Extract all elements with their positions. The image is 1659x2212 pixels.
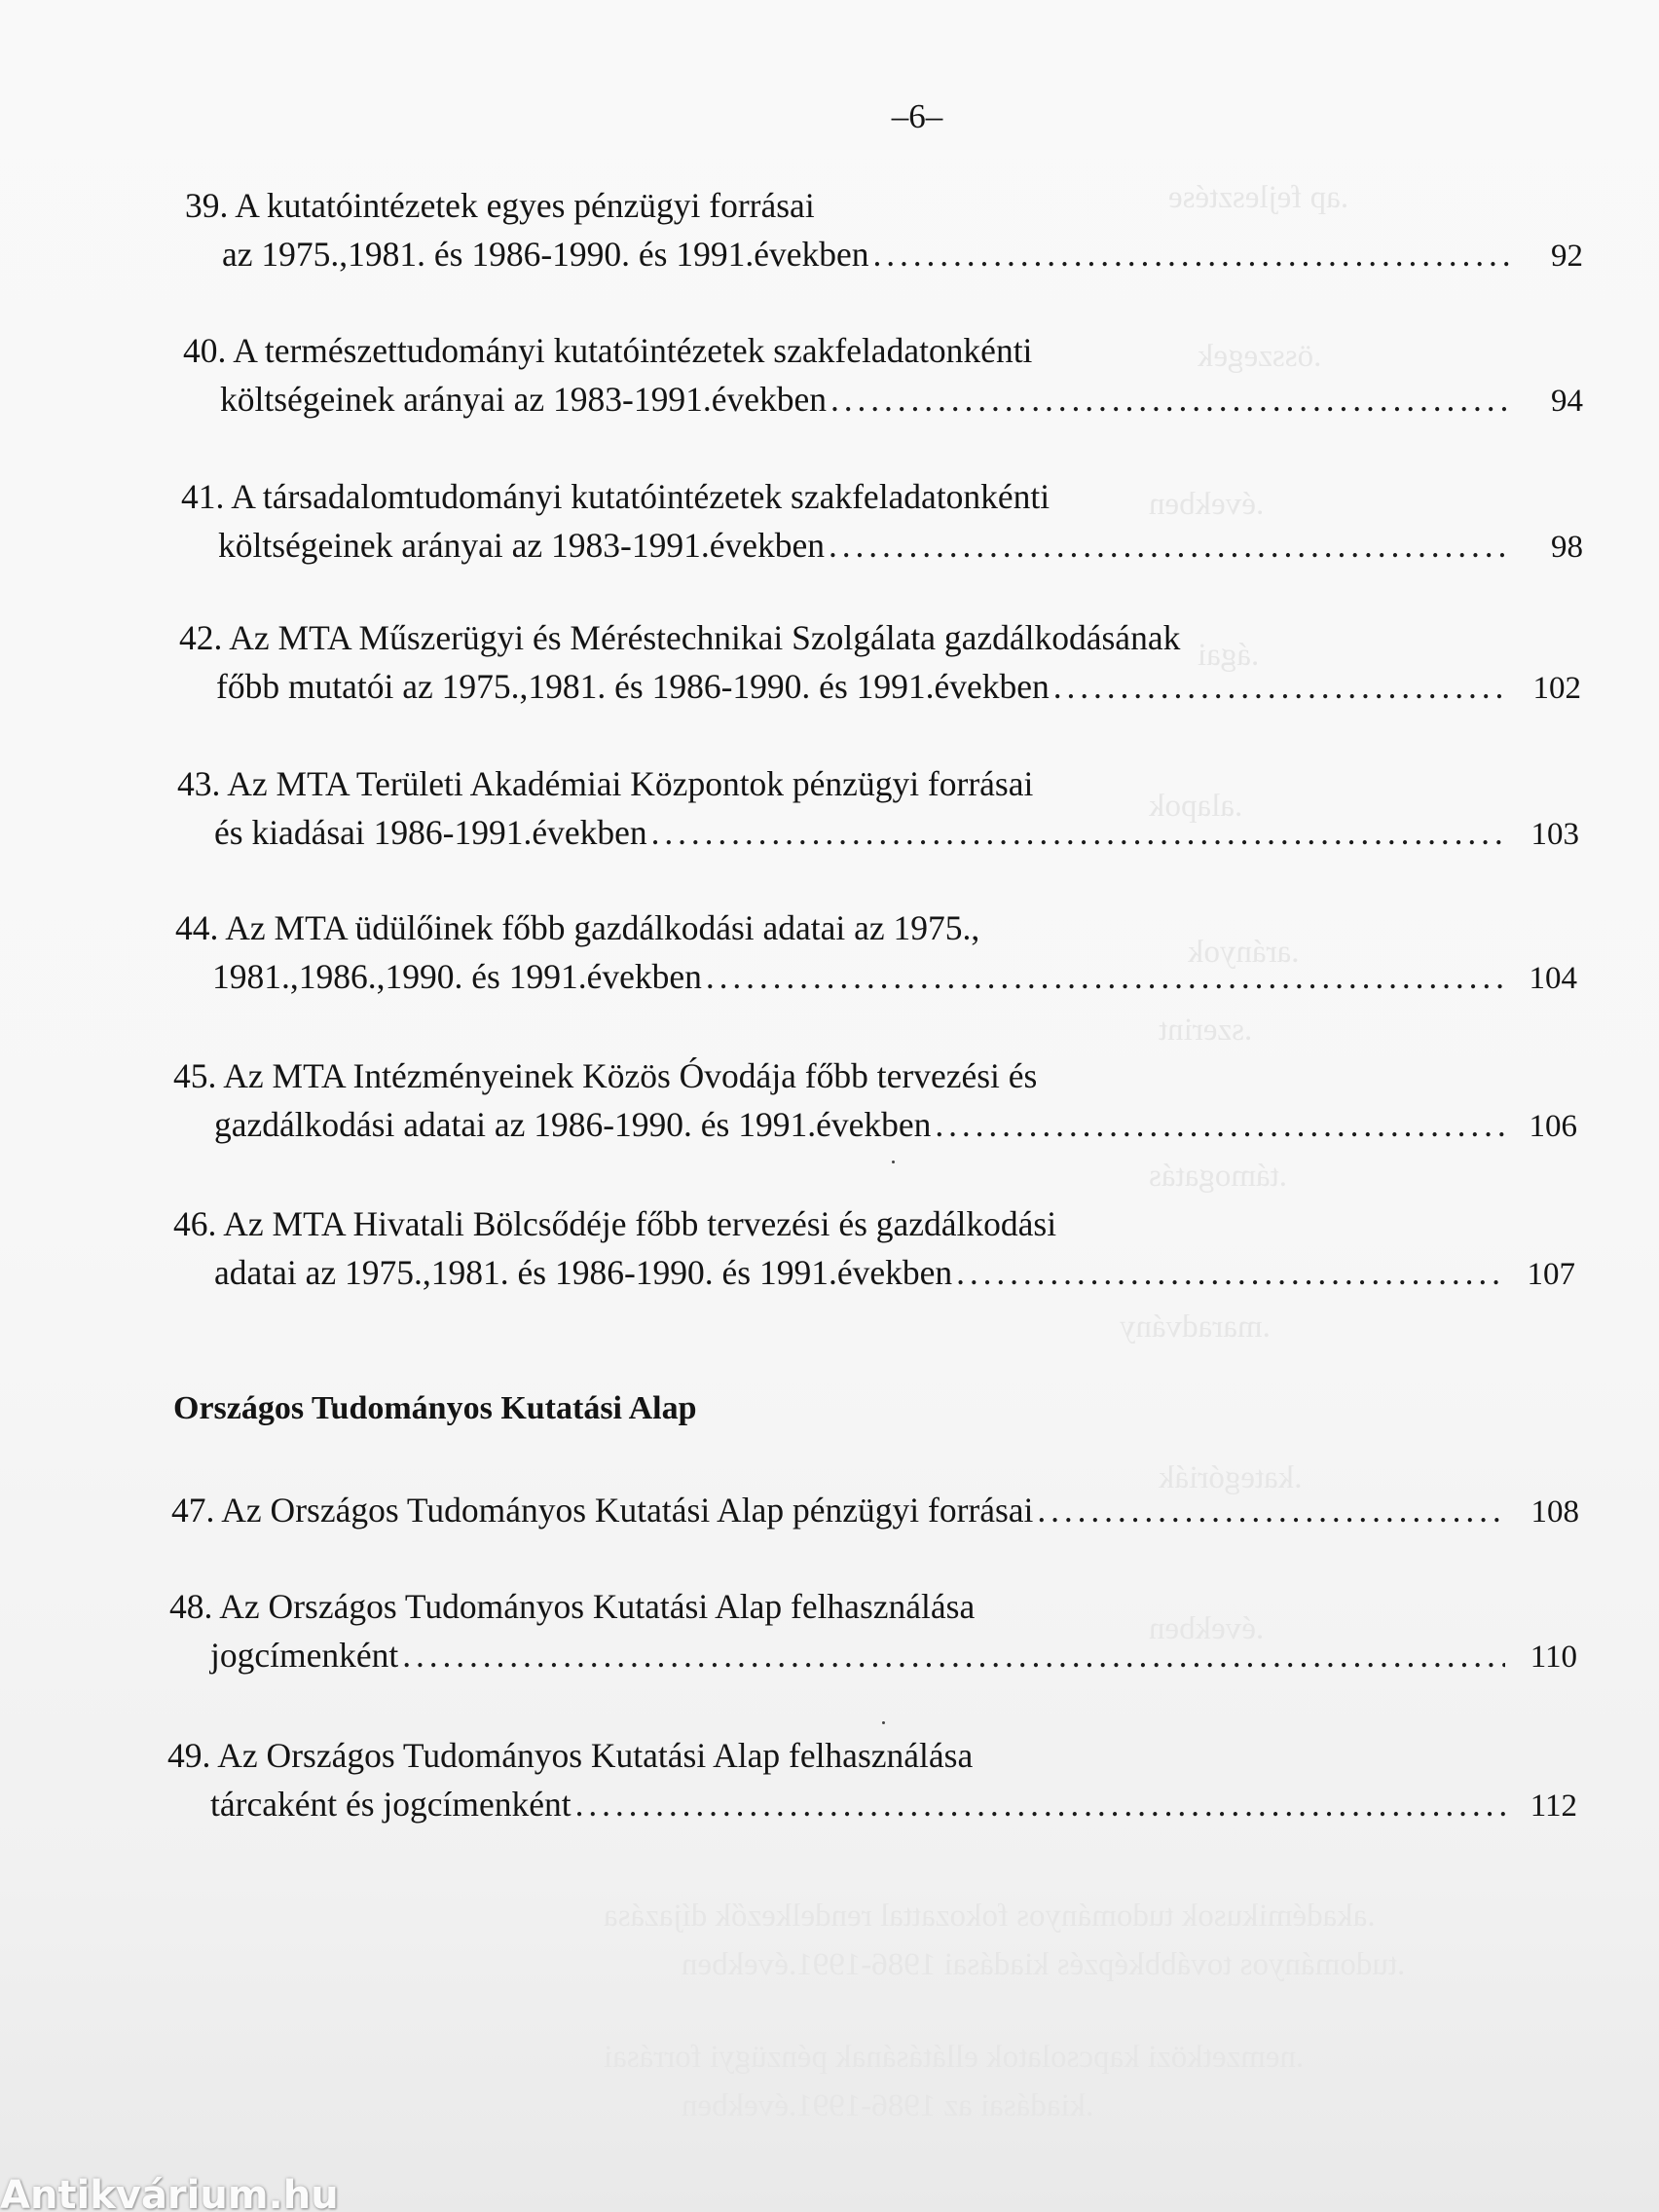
dot-leader [1037, 1486, 1507, 1534]
dot-leader [402, 1631, 1505, 1679]
toc-entry-45 [173, 1051, 1577, 1151]
toc-entry-subtitle: 1981.,1986.,1990. és 1991.években [212, 957, 702, 996]
dot-leader [575, 1780, 1505, 1828]
toc-entry-title: 47. Az Országos Tudományos Kutatási Alap pénzügyi forrásai [171, 1491, 1034, 1530]
toc-entry-49 [167, 1731, 1577, 1830]
toc-entry-48 [169, 1582, 1577, 1681]
toc-entry-title: 41. A társadalomtudományi kutatóintézetek szakfeladatonkénti [181, 477, 1051, 516]
section-heading: Országos Tudományos Kutatási Alap [173, 1390, 697, 1426]
toc-page-number: 106 [1529, 1109, 1577, 1144]
toc-page-number: 107 [1527, 1257, 1575, 1292]
toc-entry-47 [171, 1486, 1579, 1536]
toc-entry-subtitle: költségeinek arányai az 1983-1991.években [220, 380, 827, 419]
toc-entry-subtitle: az 1975.,1981. és 1986-1990. és 1991.években [222, 235, 869, 274]
page-number: –6– [891, 97, 943, 135]
toc-entry-40 [183, 326, 1583, 425]
dot-leader [1053, 662, 1509, 711]
dot-leader [873, 230, 1512, 278]
toc-entry-title: 44. Az MTA üdülőinek főbb gazdálkodási adatai az 1975., [175, 908, 980, 947]
toc-page-number: 110 [1530, 1640, 1577, 1675]
watermark: Antikvárium.hu [0, 2173, 339, 2212]
toc-entry-title: 46. Az MTA Hivatali Bölcsődéje főbb tervezési és gazdálkodási [173, 1204, 1057, 1243]
toc-page-number: 104 [1529, 961, 1577, 996]
dot-leader [935, 1100, 1505, 1149]
toc-entry-subtitle: gazdálkodási adatai az 1986-1990. és 1991.években [214, 1105, 932, 1144]
toc-entry-title: 43. Az MTA Területi Akadémiai Központok pénzügyi forrásai [177, 764, 1034, 803]
toc-entry-39 [185, 181, 1583, 280]
toc-entry-title: 49. Az Országos Tudományos Kutatási Alap felhasználása [167, 1736, 974, 1775]
bleed-through: .ap fejlesztése .összegek .években .ágai .alapok .arányok .szerint .támogatás .maradvány .kategóriák .években .akadémikusok tudományos fokozattal rendelkezők díjazása .tudományos továbbképzés kiadásai 1986-1991.években .nemzetközi kapcsolatok ellátásának pénzügyi forrásai .kiadásai az 1986-1991.években [604, 180, 1406, 2123]
toc-entry-46 [173, 1199, 1575, 1299]
toc-entry-subtitle: adatai az 1975.,1981. és 1986-1990. és 1991.években [214, 1253, 953, 1292]
toc-page-number: 103 [1530, 817, 1579, 852]
print-speck [882, 1721, 885, 1724]
toc-page-number: 98 [1551, 530, 1583, 565]
toc-entry-title: 40. A természettudományi kutatóintézetek szakfeladatonkénti [183, 331, 1033, 370]
toc-entry-title: 48. Az Országos Tudományos Kutatási Alap felhasználása [169, 1587, 976, 1626]
toc-entry-title: 45. Az MTA Intézményeinek Közös Óvodája főbb tervezési és [173, 1056, 1038, 1095]
dot-leader [830, 375, 1511, 424]
print-speck [892, 1161, 895, 1163]
dot-leader [651, 808, 1507, 857]
toc-page-number: 102 [1532, 671, 1581, 706]
dot-leader [956, 1248, 1503, 1297]
toc-entry-title: 39. A kutatóintézetek egyes pénzügyi forrásai [185, 186, 815, 225]
toc-page-number: 112 [1530, 1788, 1577, 1824]
dot-leader [829, 521, 1511, 570]
toc-entry-subtitle: főbb mutatói az 1975.,1981. és 1986-1990. és 1991.években [216, 667, 1050, 706]
toc-entry-43 [177, 759, 1579, 859]
toc-entry-subtitle: és kiadásai 1986-1991.években [214, 813, 647, 852]
toc-entry-subtitle: tárcaként és jogcímenként [210, 1785, 571, 1824]
toc-entry-42 [179, 613, 1581, 713]
toc-entry-44 [175, 903, 1577, 1003]
dot-leader [706, 952, 1505, 1001]
toc-entry-title: 42. Az MTA Műszerügyi és Méréstechnikai Szolgálata gazdálkodásának [179, 618, 1181, 657]
toc-page-number: 108 [1530, 1494, 1579, 1530]
toc-entry-subtitle: költségeinek arányai az 1983-1991.években [218, 526, 825, 565]
toc-entry-41 [181, 472, 1583, 571]
toc-entry-subtitle: jogcímenként [210, 1636, 399, 1675]
toc-page-number: 94 [1551, 384, 1583, 419]
toc-page-number: 92 [1551, 239, 1583, 274]
